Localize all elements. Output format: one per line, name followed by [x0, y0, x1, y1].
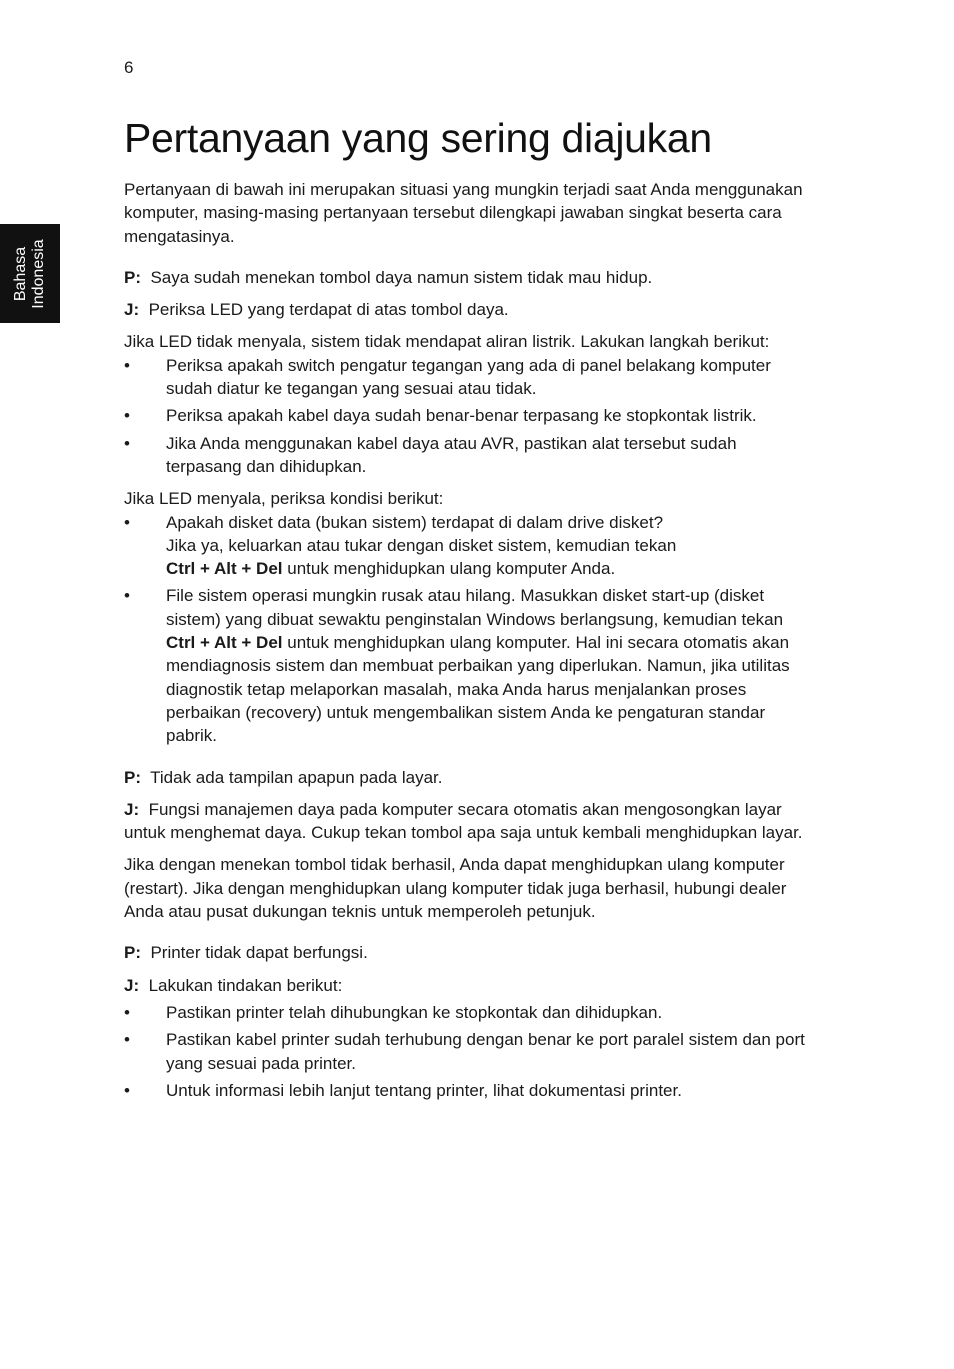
printer-list	[124, 1001, 814, 1102]
page-content	[124, 112, 814, 1111]
bullet-icon: •	[124, 355, 130, 375]
question-2	[124, 766, 814, 789]
page-number: 6	[124, 58, 134, 77]
list-item	[124, 432, 814, 479]
bullet-icon: •	[124, 433, 130, 453]
list-item-text: Pastikan printer telah dihubungkan ke stopkontak dan dihidupkan.	[166, 1002, 663, 1022]
answer-text: Fungsi manajemen daya pada komputer secara otomatis akan mengosongkan layar untuk menghemat daya. Cukup tekan tombol apa saja untuk kembali menghidupkan layar.	[124, 799, 803, 843]
list-item	[124, 404, 814, 427]
answer-label: J:	[124, 975, 140, 995]
question-label: P:	[124, 767, 141, 787]
list-item	[124, 1079, 814, 1102]
bullet-icon: •	[124, 586, 130, 606]
bullet-icon: •	[124, 1030, 130, 1050]
question-3	[124, 941, 814, 964]
list-item-text: Untuk informasi lebih lanjut tentang printer, lihat dokumentasi printer.	[166, 1080, 682, 1100]
question-text: Saya sudah menekan tombol daya namun sistem tidak mau hidup.	[150, 267, 653, 287]
side-tab-line-1: Bahasa	[12, 246, 29, 301]
answer-text: Lakukan tindakan berikut:	[148, 975, 343, 995]
led-off-paragraph: Jika LED tidak menyala, sistem tidak mendapat aliran listrik. Lakukan langkah berikut:	[124, 332, 770, 352]
question-text: Tidak ada tampilan apapun pada layar.	[150, 767, 443, 787]
list-item	[124, 584, 814, 747]
list-item-text: untuk menghidupkan ulang komputer Anda.	[282, 559, 616, 579]
list-item-text: Periksa apakah kabel daya sudah benar-benar terpasang ke stopkontak listrik.	[166, 406, 757, 426]
led-off-list	[124, 354, 814, 478]
list-item-text: Pastikan kabel printer sudah terhubung dengan benar ke port paralel sistem dan port yang sesuai pada printer.	[166, 1030, 805, 1073]
bullet-icon: •	[124, 406, 130, 426]
list-item-text: Jika Anda menggunakan kabel daya atau AVR, pastikan alat tersebut sudah terpasang dan dihidupkan.	[166, 433, 737, 476]
question-label: P:	[124, 267, 141, 287]
list-item	[124, 1028, 814, 1075]
led-on-list	[124, 511, 814, 748]
list-item-text: Jika ya, keluarkan atau tukar dengan disket sistem, kemudian tekan	[166, 535, 677, 555]
bullet-icon: •	[124, 512, 130, 532]
answer-3	[124, 974, 814, 997]
key-combination: Ctrl + Alt + Del	[166, 633, 283, 653]
list-item	[124, 511, 814, 581]
list-item	[124, 1001, 814, 1024]
led-on-paragraph: Jika LED menyala, periksa kondisi berikut:	[124, 489, 444, 509]
list-item-text: untuk menghidupkan ulang komputer. Hal ini secara otomatis akan mendiagnosis sistem dan membuat perbaikan yang diperlukan. Namun, jika utilitas diagnostik tetap melaporkan masalah, maka Anda harus menjalankan proses perbaikan (recovery) untuk mengembalikan sistem Anda ke pengaturan standar pabrik.	[166, 633, 790, 746]
language-side-tab	[0, 224, 60, 323]
bullet-icon: •	[124, 1080, 130, 1100]
answer-2	[124, 798, 814, 845]
side-tab-line-2: Indonesia	[30, 238, 47, 309]
key-combination: Ctrl + Alt + Del	[166, 559, 283, 579]
list-item-text	[166, 557, 814, 580]
question-text: Printer tidak dapat berfungsi.	[150, 943, 368, 963]
list-item-text: File sistem operasi mungkin rusak atau hilang. Masukkan disket start-up (disket sistem) yang dibuat sewaktu penginstalan Windows berlangsung, kemudian tekan	[166, 586, 784, 629]
intro-paragraph: Pertanyaan di bawah ini merupakan situasi yang mungkin terjadi saat Anda menggunakan komputer, masing-masing pertanyaan tersebut dilengkapi jawaban singkat beserta cara mengatasinya.	[124, 180, 803, 246]
question-label: P:	[124, 943, 141, 963]
answer-text: Periksa LED yang terdapat di atas tombol daya.	[148, 300, 509, 320]
list-item-text: Apakah disket data (bukan sistem) terdapat di dalam drive disket?	[166, 512, 664, 532]
page-title: Pertanyaan yang sering diajukan	[124, 115, 712, 161]
answer-2-followup: Jika dengan menekan tombol tidak berhasil, Anda dapat menghidupkan ulang komputer (restart). Jika dengan menghidupkan ulang komputer tidak juga berhasil, hubungi dealer Anda atau pusat dukungan teknis untuk memperoleh petunjuk.	[124, 855, 787, 922]
answer-label: J:	[124, 799, 140, 819]
question-1	[124, 266, 814, 289]
answer-1	[124, 298, 814, 321]
bullet-icon: •	[124, 1002, 130, 1022]
list-item	[124, 354, 814, 401]
list-item-text: Periksa apakah switch pengatur tegangan yang ada di panel belakang komputer sudah diatur ke tegangan yang sesuai atau tidak.	[166, 355, 771, 399]
answer-label: J:	[124, 300, 140, 320]
